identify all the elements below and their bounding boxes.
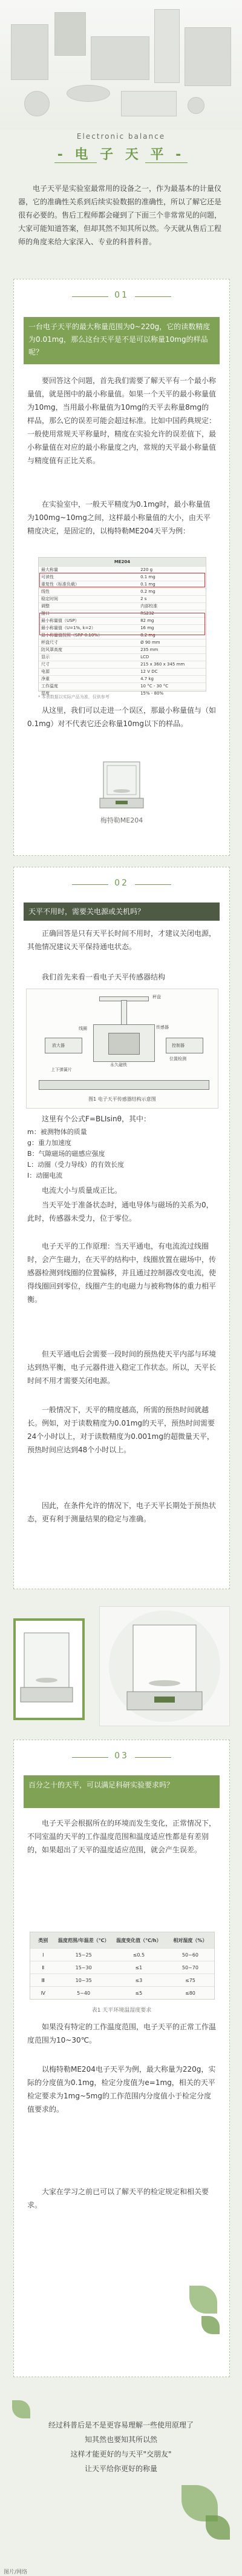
spec-value: RS232 [140,611,154,616]
question-box: 百分之十的天平，可以满足科研实验要求吗？ [24,1775,220,1808]
formula-list [27,1127,216,1181]
outro-line: 知其然也要知其所以然 [84,2435,157,2444]
balance-illustration [185,27,231,86]
spec-label: 秤盘尺寸 [41,640,58,645]
diagram-label: 位置检测 [169,1056,186,1061]
spec-value: 0.1 mg [140,575,155,579]
photo-row [13,1606,229,1727]
leaf-decoration [201,2316,220,2334]
leaf-decoration [12,2400,30,2418]
spec-row [39,675,206,682]
formula-item: B：气隙磁场的磁感应强度 [27,1150,105,1158]
table-cell: 15~30 [75,1964,92,1970]
spec-label: 最小称量值按照（SRP 0.10%） [41,633,102,638]
spec-row [39,653,206,661]
table-header [30,1932,214,1948]
highlight-box [39,573,205,587]
spec-row [39,595,206,602]
question-box: 天平不用时，需要关电源或关机吗？ [24,903,220,921]
spec-value: 235 mm [140,647,159,652]
table-cell: 15~25 [75,1952,92,1958]
stem-part [121,1000,127,1026]
question-box: 一台电子天平的最大称量范围为0~220g，它的读数精度为0.01mg，那么这台天平是不是可以称量10mg的样品呢？ [24,317,220,364]
paragraph: 因此，在条件允许的情况下，电子天平长期处于预热状态，更有利于测量结果的稳定与准确。 [27,1501,217,1523]
section-card-03 [13,1740,230,2377]
spec-row [39,639,206,646]
balance-illustration [91,36,149,80]
paragraph: 如果没有特定的工作温度范围，电子天平的正常工作温度范围为10~30℃。 [27,2023,217,2044]
balance-illustration [11,24,48,80]
spec-value: 82 mg [140,618,154,623]
spec-label: 显示 [41,655,50,659]
table-cell: ≤75 [185,1977,195,1983]
hero-title: - 电 子 天 平 - [57,147,185,162]
spec-value: 4.7 kg [140,676,154,681]
weight-illustration [188,97,204,114]
spec-label: 工作温度 [41,684,58,689]
spec-label: 线性 [41,589,50,594]
spec-table-title: ME204 [39,558,206,566]
spec-note: * 本表数据以实际产品为准，仅供参考 [38,695,110,699]
spec-label: 最小称量值（U=1%, k=2） [41,626,96,630]
diagram-label: 永久磁铁 [110,1063,127,1067]
balance-icon [100,1607,229,1726]
table-cell: 50~60 [182,1952,198,1958]
formula-item: L：动圈（受力导线）的有效长度 [27,1161,125,1169]
table-cell: ≤80 [185,1990,195,1996]
divider [54,162,97,163]
spec-label: 接口 [41,611,50,616]
diagram-label: 上下弹簧片 [51,1067,72,1072]
table-row [30,1986,214,1999]
paragraph: 大家在学习之前已可以了解天平的检定规定和相关要求。 [27,2187,209,2209]
highlight-box [39,613,205,635]
column-header: 温度变化值（℃/h） [116,1937,162,1943]
image-caption: 梅特勒ME204 [100,816,143,824]
spec-row [39,646,206,653]
spec-label: 尺寸 [41,662,50,667]
paragraph: 电流大小与质量成正比。 [42,1186,122,1195]
paragraph: 电子天平会根据所在的环境而发生变化，正常情况下，不同室温的天平的工作温度范围和温度适应性都是有差别的，如果超出了天平的温度适应范围，就会产生误差。 [27,1819,217,1854]
diagram-label: 放大器 [52,1043,65,1048]
weight-illustration [24,91,50,116]
section-card-02 [13,867,230,1589]
spec-label: 电源 [41,669,50,674]
sensor-diagram [26,989,218,1109]
spec-table [38,557,206,696]
spec-value: 8.2 mg [140,633,155,638]
table-body [30,1948,214,1999]
table-cell: 5~40 [77,1990,91,1996]
spec-label: 重复性（标准负载） [41,582,79,587]
spec-label: 稳定时间 [41,596,58,601]
table-cell: ≤0.5 [132,1952,145,1958]
magnet-part [108,1033,140,1055]
table-cell: Ⅱ [42,1964,45,1970]
spec-value: 内部校准 [140,604,158,609]
section-card-01 [13,279,230,856]
diagram-label: 传感器 [156,1025,169,1030]
table-cell: 50~70 [182,1964,198,1970]
spec-value: Ø 90 mm [140,640,160,645]
paragraph: 从这里，我们可以走进一个误区，那最小称量值与（如0.1mg）对不代表它还会称量10mg以下的样品。 [27,706,217,728]
divider [135,884,171,885]
column-header: 相对湿度（%） [173,1937,208,1943]
formula-item: m：被测物体的质量 [27,1128,87,1136]
table-row [30,1961,214,1974]
column-header: 类别 [38,1937,48,1943]
paragraph: 正确回答是只有天平长时间不用时，才建议关闭电源，其他情况建议天平保持通电状态。 [27,929,217,951]
spec-value: LCD [140,655,149,659]
spec-row [39,682,206,690]
table-caption: 表1 天平环境温湿度要求 [91,2007,152,2014]
divider [145,162,188,163]
leaf-decoration [206,2515,230,2540]
spec-label: 湿度 [41,691,50,696]
section-number: 02 [114,878,129,888]
device-illustration [121,91,177,116]
column-header: 温度范围/年温差（℃） [57,1937,110,1943]
spec-label: 净重 [41,676,50,681]
pan-illustration [67,85,110,102]
spec-row [39,602,206,610]
spec-label: 调整 [41,604,50,609]
hero-banner [0,0,242,130]
intro-paragraph: 电子天平是实验室最常用的设备之一，作为最基本的计量仪器，它的准确性关系到后续实验数据的准确性，所以了解它还是很有必要的。售后工程师都会碰到了下面三个非常常见的问题，大家可能知道答案，但却其然不知其所以然。今天就从售后工程师的角度来给大家深入、专业的科普科普。 [18,184,222,246]
table-cell: Ⅳ [41,1990,45,1996]
leaf-decoration [189,2286,217,2314]
spec-label: 可读性 [41,575,54,579]
spec-value: 2 s [140,596,147,601]
paragraph: 我们首先来看一看电子天平传感器结构 [42,973,166,981]
product-image [97,758,146,812]
paragraph: 但天平通电后会需要一段时间的预热使天平内部与环境达到热平衡，电子元器件进入稳定工作状态。所以，天平长时间不用才需要关闭电源。 [27,1350,217,1385]
diagram-caption: 图1 电子天平传感器结构示意图 [88,1096,156,1102]
instrument-illustration [154,9,180,83]
spec-label: 最小称量值（USP） [41,618,79,623]
paragraph: 一般情况下，天平的精度越高，所需的预热时间就越长。例如，对于读数精度为0.01mg的天平，预热时间需要24个小时以上，对于读数精度为0.001mg的超微量天平，预热时间应达到48个小时以上。 [27,1406,215,1454]
table-cell: 10~35 [75,1977,92,1983]
spec-label: 最大称量 [41,567,58,572]
balance-photo [99,1606,230,1726]
spec-value: 0.2 mg [140,589,155,594]
section-number: 03 [114,1751,129,1761]
environment-table [30,1932,215,2000]
spec-value: 220 g [140,567,153,572]
hero-subtitle-en: Electronic balance [76,132,166,141]
table-cell: ≤3 [135,1977,143,1983]
diagram-label: 控制器 [172,1043,185,1048]
spec-value: 16 mg [140,626,154,630]
spec-row [39,668,206,675]
formula-item: g：重力加速度 [27,1139,71,1147]
diagram-label: 秤盘 [152,995,161,999]
outro-line: 这样才能更好的与天平"交朋友" [70,2450,172,2458]
outro-line: 经过科普后是不是更容易理解一些使用原理了 [48,2421,194,2429]
table-cell: ≤1 [135,1964,143,1970]
paragraph: 当天平处于准备状态时，通电导体与磁场的关系为0，此时，传感器未受力，位于零位。 [27,1201,214,1223]
table-row [30,1974,214,1986]
spec-value: 15% - 80% [140,691,164,696]
spec-value: 215 x 360 x 345 mm [140,662,185,667]
balance-icon [97,758,146,812]
table-cell: Ⅲ [41,1977,45,1983]
outro-line: 让天平给你更好的称量 [84,2464,157,2473]
spec-row [39,661,206,668]
balance-icon [16,1621,77,1713]
formula-item: I：动圈电流 [27,1172,63,1180]
instrument-illustration [54,12,86,56]
paragraph: 这里有个公式F=BLIsinθ，其中： [42,1115,151,1123]
diagram-label: 线圈 [79,1026,87,1031]
divider [135,1757,171,1758]
spec-label: 防风罩高度 [41,647,62,652]
paragraph: 电子天平的工作原理：当天平通电，有电流流过线圈时，会产生磁力，在天平的结构中，线圈放置在磁场中，传感器检测到线圈的位置偏移，并且通过控制器改变电流，使得线圈回到零位，线圈产生的电磁力与被称物体的重力相平衡。 [27,1242,217,1304]
base-part [39,1080,209,1090]
paragraph: 以梅特勒ME204电子天平为例，最大称量为220g，实际的分度值为0.1mg，检定分度值为e=1mg，相关的天平检定要求为1mg~5mg的工作范围内分度值小于检定分度值要求的。 [27,2065,216,2114]
balance-photo [13,1618,85,1720]
spec-value: 10 °C - 30 °C [140,684,169,689]
divider [135,296,171,297]
table-row [30,1948,214,1961]
table-cell: Ⅰ [42,1952,44,1958]
paragraph: 要回答这个问题，首先我们需要了解天平有一个最小称量值，就是图中的最小称量值。如果一个天平的最小称量值为10mg，当用最小称量值为10mg的天平去称量8mg的样品，那么它的误差可能会超过标准。比如中国药典规定：一般使用常规天平称量时，精度在实验允许的误差值下，最小称量值在对应的最小称量度之内，常规的天平最小称量值与精度值有正比关系。 [27,376,217,465]
section-number: 01 [114,290,129,300]
spec-value: 12 V DC [140,669,158,674]
footer-credit: 图片/网络 [4,2569,28,2575]
table-cell: ≤5 [135,1990,143,1996]
paragraph: 在实验室中，一般天平精度为0.1mg时，最小称量值为100mg~10mg之间，这样最小称量值的大小，由天平精度决定，是固定的，以梅特勒ME204天平为例： [27,500,211,535]
spec-value: 0.1 mg [140,582,155,587]
spec-row [39,588,206,595]
